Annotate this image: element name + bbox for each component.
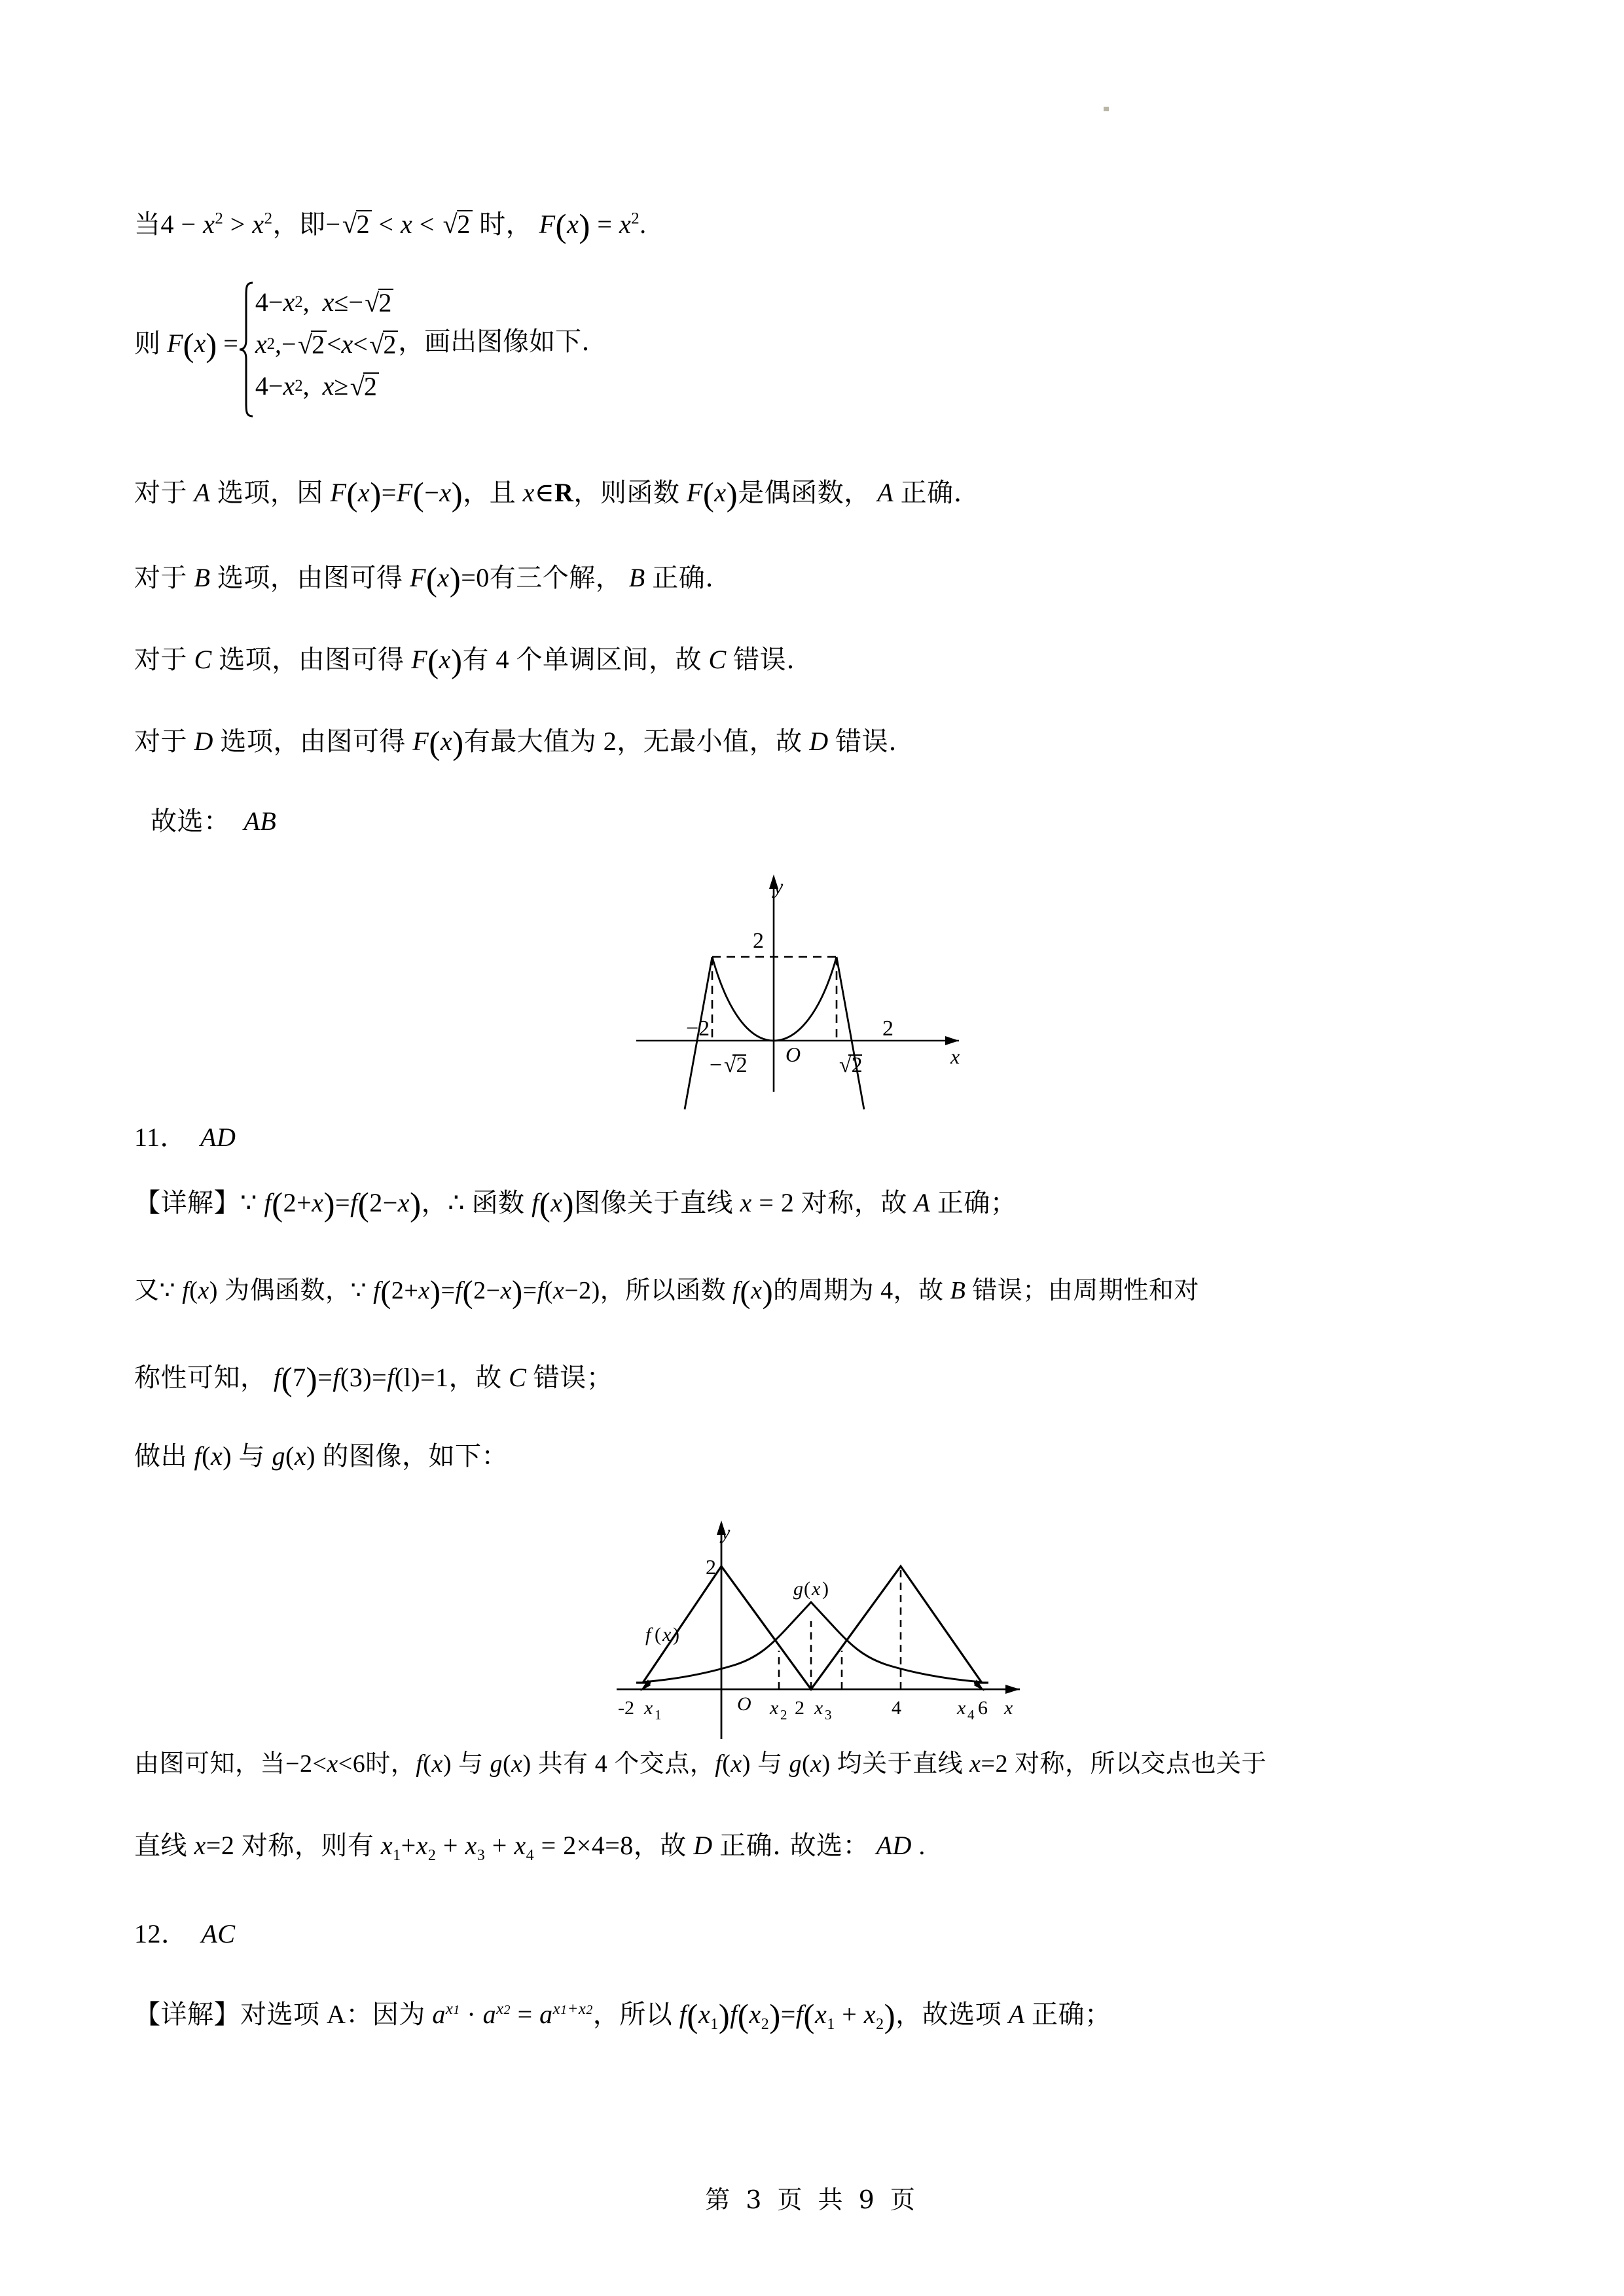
svg-text:4: 4 xyxy=(967,1707,975,1723)
q11-detail-line-5: 由图可知，当−2<x<6时，f(x) 与 g(x) 共有 4 个交点，f(x) 与 g(x) 均关于直线 x=2 对称，所以交点也关于 xyxy=(134,1749,1267,1778)
svg-text:2: 2 xyxy=(882,1016,893,1041)
svg-text:g: g xyxy=(793,1578,803,1600)
question-12-answer xyxy=(134,1921,236,1947)
question-12-number: 12． xyxy=(134,1919,188,1948)
svg-text:√2: √2 xyxy=(724,1053,748,1077)
q11-detail-line-2: 又∵ f(x) 为偶函数，∵ f(2+x)=f(2−x)=f(x−2)，所以函数 f(x)的周期为 4，故 B 错误；由周期性和对 xyxy=(134,1274,1199,1310)
svg-text:3: 3 xyxy=(825,1707,832,1723)
line-when-condition: 当$4 - x^2 > x^2$，即−√2 < x < √2 时， $F(x) = x^2$. xyxy=(134,207,647,245)
piecewise-case-3: 4 − x 2 , x ≥ √2 xyxy=(255,365,398,407)
svg-text:(: ( xyxy=(804,1578,810,1600)
piecewise-definition xyxy=(134,281,590,407)
brace-icon xyxy=(238,281,255,407)
svg-text:): ) xyxy=(673,1624,679,1645)
answer-line-10 xyxy=(151,808,276,834)
svg-text:6: 6 xyxy=(978,1697,988,1719)
q11-detail-line-6: 直线 x=2 对称，则有 $x_1+x_2 + x_3 + x_4 = 2\times 4=8$，故 D 正确. 故选： AD . xyxy=(134,1831,926,1864)
answer-value: AB xyxy=(244,806,277,836)
question-11-number: 11． xyxy=(134,1122,187,1152)
svg-text:(: ( xyxy=(655,1624,661,1645)
svg-text:−: − xyxy=(709,1053,722,1077)
svg-text:x: x xyxy=(950,1045,960,1068)
svg-text:x: x xyxy=(814,1697,823,1719)
q11-detail-line-4: 做出 f(x) 与 g(x) 的图像，如下： xyxy=(134,1441,508,1471)
svg-text:y: y xyxy=(721,1522,731,1543)
svg-text:y: y xyxy=(774,874,784,898)
option-c-analysis: 对于 C 选项，由图可得 F(x)有 4 个单调区间，故 C 错误. xyxy=(134,643,795,680)
svg-text:x: x xyxy=(1004,1697,1013,1719)
svg-text:4: 4 xyxy=(892,1697,901,1719)
svg-text:2: 2 xyxy=(753,929,764,953)
svg-text:x: x xyxy=(644,1697,653,1719)
question-12-value: AC xyxy=(201,1919,236,1948)
piecewise-case-2: x 2 , − √2 < x < √2 xyxy=(255,323,398,365)
svg-text:1: 1 xyxy=(655,1707,662,1723)
svg-text:x: x xyxy=(812,1578,821,1600)
svg-text:O: O xyxy=(785,1043,801,1066)
svg-text:2: 2 xyxy=(706,1555,716,1579)
question-11-value: AD xyxy=(200,1122,236,1152)
svg-text:2: 2 xyxy=(795,1697,804,1719)
svg-text:f: f xyxy=(645,1624,651,1645)
svg-text:): ) xyxy=(822,1578,829,1600)
q11-detail-line-1: 【详解】∵ f(2+x)=f(2−x)，∴ 函数 f(x)图像关于直线 x = 2 对称，故 A 正确； xyxy=(134,1186,1017,1223)
figure-fg-graph xyxy=(583,1496,1041,1741)
svg-text:2: 2 xyxy=(780,1707,787,1723)
svg-text:-2: -2 xyxy=(618,1697,634,1719)
svg-text:−2: −2 xyxy=(686,1016,710,1041)
piecewise-case-1: 4 − x 2 , x ≤ − √2 xyxy=(255,281,398,323)
page-footer: 第 3 页 共 9 页 xyxy=(705,2185,919,2214)
svg-text:x: x xyxy=(662,1624,672,1645)
svg-text:x: x xyxy=(770,1697,779,1719)
option-b-analysis: 对于 B 选项，由图可得 F(x)=0有三个解， B 正确. xyxy=(134,561,714,598)
svg-text:√2: √2 xyxy=(839,1053,863,1077)
answer-label: 故选： xyxy=(151,806,230,836)
scan-artifact xyxy=(1104,107,1109,111)
piecewise-lhs: 则 F(x) = xyxy=(134,327,238,364)
piecewise-tail-text: ，画出图像如下. xyxy=(398,327,590,357)
question-11-answer xyxy=(134,1124,236,1151)
figure-F-graph xyxy=(628,851,982,1113)
option-a-analysis: 对于 A 选项，因 F(x)=F(−x)，且 x∈R，则函数 F(x)是偶函数， A 正确. xyxy=(134,476,962,513)
option-d-analysis: 对于 D 选项，由图可得 F(x)有最大值为 2，无最小值，故 D 错误. xyxy=(134,725,897,762)
svg-text:x: x xyxy=(957,1697,966,1719)
q12-detail-line-1: 【详解】对选项 A：因为 $a^{x1} \cdot a^{x2} = a^{x1+x2}$，所以 $f(x_1)f(x_2)=f(x_1 + x_2)$，故选项 A 正确； xyxy=(134,1998,1111,2035)
q11-detail-line-3: 称性可知， f(7)=f(3)=f(l)=1，故 C 错误； xyxy=(134,1361,613,1398)
svg-text:O: O xyxy=(737,1693,751,1715)
